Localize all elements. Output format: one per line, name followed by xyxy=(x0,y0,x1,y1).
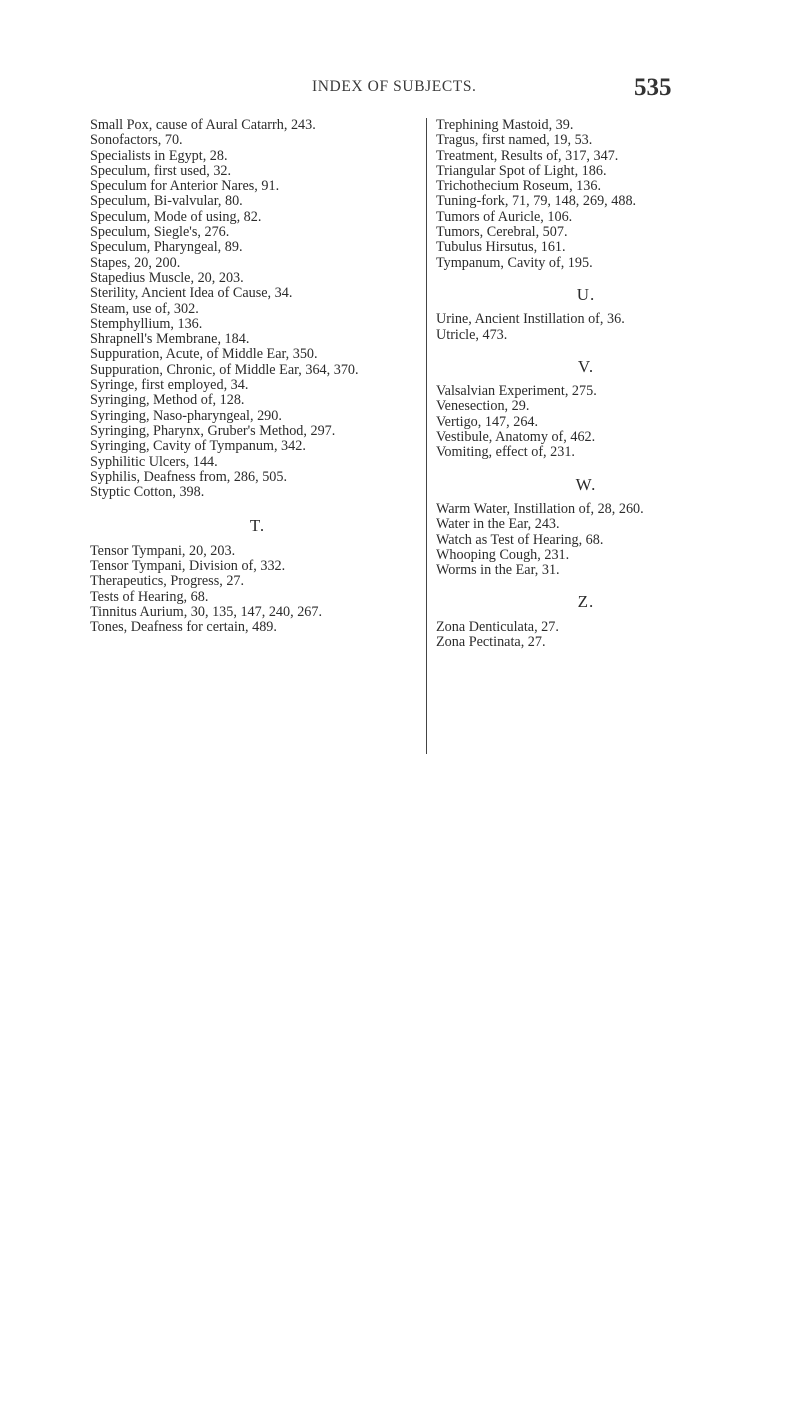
index-entry: Tumors of Auricle, 106. xyxy=(436,208,573,225)
index-entry: Zona Pectinata, 27. xyxy=(436,634,546,651)
index-entry: Stapedius Muscle, 20, 203. xyxy=(90,269,244,286)
section-letter-z: Z. xyxy=(577,592,595,612)
index-entry: Water in the Ear, 243. xyxy=(436,516,560,533)
index-entry: Stapes, 20, 200. xyxy=(90,254,181,271)
index-entry: Warm Water, Instillation of, 28, 260. xyxy=(436,500,644,517)
section-letter-t: T. xyxy=(249,516,266,536)
index-entry: Tympanum, Cavity of, 195. xyxy=(436,254,593,271)
index-entry: Shrapnell's Membrane, 184. xyxy=(90,331,250,348)
index-entry: Steam, use of, 302. xyxy=(90,300,199,317)
index-entry: Tones, Deafness for certain, 489. xyxy=(90,619,277,636)
index-entry: Syringe, first employed, 34. xyxy=(90,377,249,394)
index-entry: Speculum, Mode of using, 82. xyxy=(90,208,262,225)
index-entry: Syringing, Cavity of Tympanum, 342. xyxy=(90,438,306,455)
index-entry: Tensor Tympani, 20, 203. xyxy=(90,542,236,559)
index-entry: Trephining Mastoid, 39. xyxy=(436,117,574,133)
index-entry: Zona Denticulata, 27. xyxy=(436,618,559,635)
index-entry: Small Pox, cause of Aural Catarrh, 243. xyxy=(90,117,316,133)
index-entry: Syringing, Method of, 128. xyxy=(90,392,245,409)
section-letter-w: W. xyxy=(575,474,597,494)
index-entry: Worms in the Ear, 31. xyxy=(436,562,560,579)
index-entry: Speculum, Siegle's, 276. xyxy=(90,224,230,241)
index-entry: Watch as Test of Hearing, 68. xyxy=(436,531,604,548)
index-entry: Sonofactors, 70. xyxy=(90,132,183,149)
index-entry: Tensor Tympani, Division of, 332. xyxy=(90,558,286,575)
index-entry: Tuning-fork, 71, 79, 148, 269, 488. xyxy=(436,193,637,210)
index-entry: Tragus, first named, 19, 53. xyxy=(436,132,593,149)
index-entry: Whooping Cough, 231. xyxy=(436,546,570,563)
index-entry: Triangular Spot of Light, 186. xyxy=(436,162,607,179)
index-entry: Vestibule, Anatomy of, 462. xyxy=(436,429,596,446)
index-entry: Valsalvian Experiment, 275. xyxy=(436,383,597,400)
index-entry: Trichothecium Roseum, 136. xyxy=(436,178,601,195)
index-entry: Urine, Ancient Instillation of, 36. xyxy=(436,311,625,328)
index-entry: Speculum, Pharyngeal, 89. xyxy=(90,239,243,256)
index-column-right xyxy=(426,118,736,754)
index-entry: Specialists in Egypt, 28. xyxy=(90,147,228,164)
index-entry: Syringing, Naso-pharyngeal, 290. xyxy=(90,407,282,424)
page-number: 535 xyxy=(634,74,672,101)
index-entry: Suppuration, Chronic, of Middle Ear, 364, 370. xyxy=(90,361,359,378)
index-entry: Vomiting, effect of, 231. xyxy=(436,444,575,461)
index-entry: Utricle, 473. xyxy=(436,326,508,343)
index-entry: Tinnitus Aurium, 30, 135, 147, 240, 267. xyxy=(90,603,323,620)
section-letter-v: V. xyxy=(577,356,595,376)
index-entry: Syphilitic Ulcers, 144. xyxy=(90,453,218,470)
index-entry: Syringing, Pharynx, Gruber's Method, 297. xyxy=(90,422,336,439)
index-entry: Styptic Cotton, 398. xyxy=(90,484,205,501)
index-entry: Syphilis, Deafness from, 286, 505. xyxy=(90,468,288,485)
index-entry: Therapeutics, Progress, 27. xyxy=(90,573,245,590)
running-head: INDEX OF SUBJECTS. xyxy=(312,78,477,95)
index-entry: Tubulus Hirsutus, 161. xyxy=(436,239,566,256)
index-entry: Speculum, Bi-valvular, 80. xyxy=(90,193,243,210)
index-entry: Speculum, first used, 32. xyxy=(90,162,232,179)
index-entry: Stemphyllium, 136. xyxy=(90,315,203,332)
index-entry: Suppuration, Acute, of Middle Ear, 350. xyxy=(90,346,318,363)
index-entry: Sterility, Ancient Idea of Cause, 34. xyxy=(90,285,293,302)
index-column-left xyxy=(90,118,425,636)
index-entry: Speculum for Anterior Nares, 91. xyxy=(90,178,280,195)
index-entry: Vertigo, 147, 264. xyxy=(436,413,539,430)
index-entry: Tumors, Cerebral, 507. xyxy=(436,224,568,241)
index-entry: Venesection, 29. xyxy=(436,398,530,415)
section-letter-u: U. xyxy=(576,284,596,304)
index-entry: Tests of Hearing, 68. xyxy=(90,588,209,605)
index-entry: Treatment, Results of, 317, 347. xyxy=(436,147,619,164)
